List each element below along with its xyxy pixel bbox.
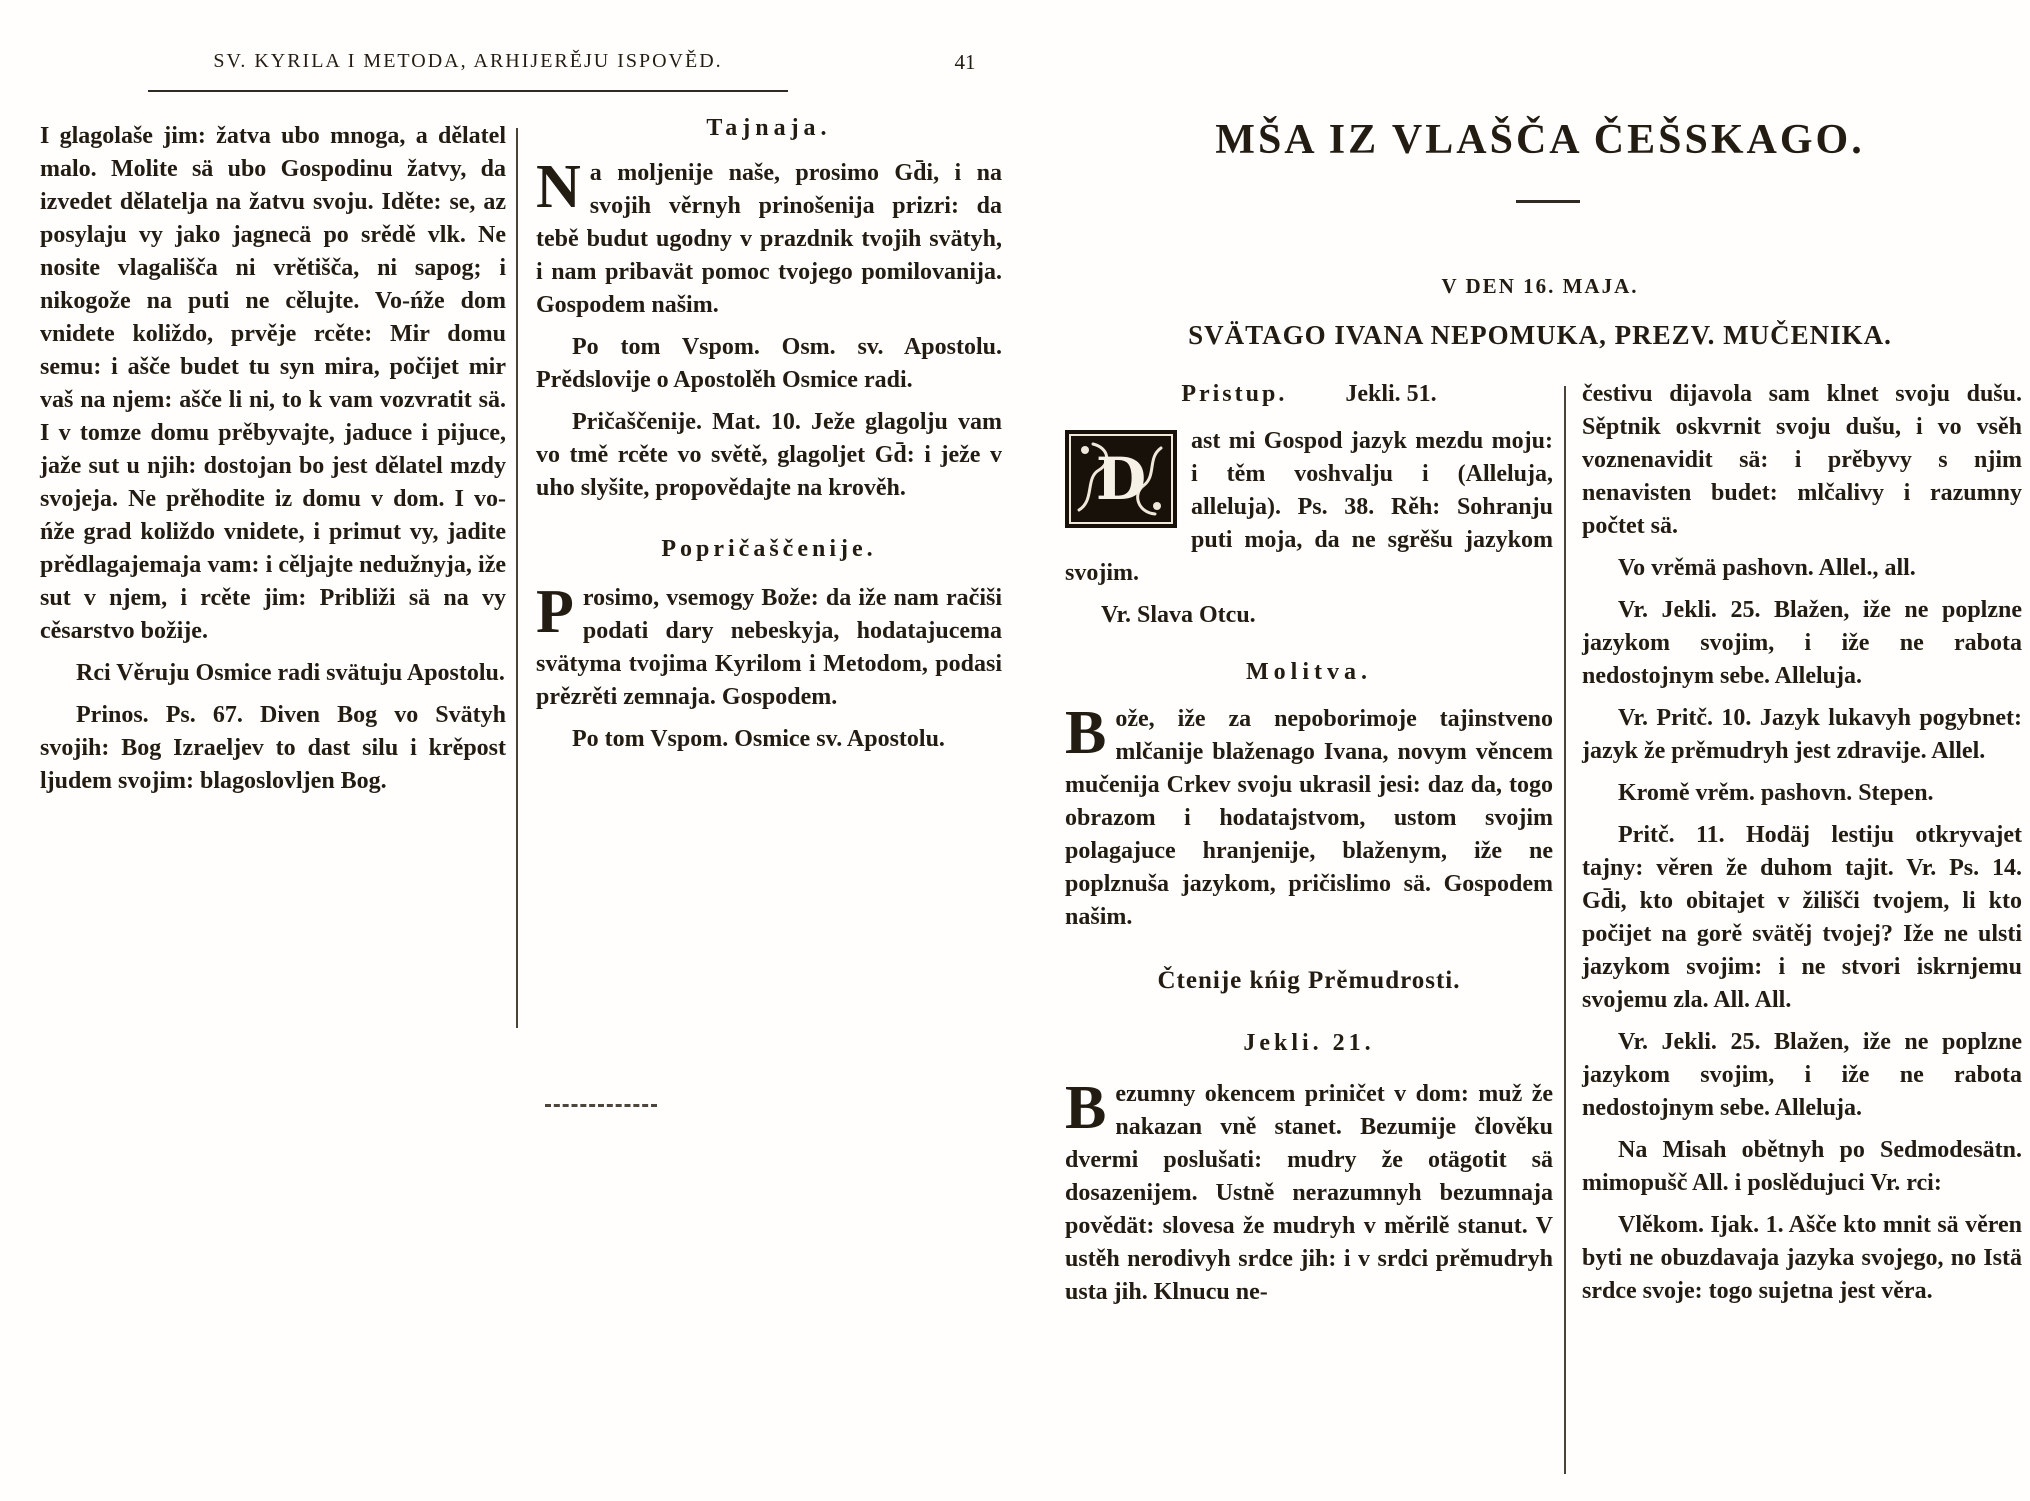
drop-cap-p: P: [536, 578, 574, 646]
feast-subtitle: SVÄTAGO IVANA NEPOMUKA, PREZV. MUČENIKA.: [1188, 320, 1892, 350]
ornament-dot-bottom: [1153, 502, 1161, 510]
left-page-column-2: [536, 112, 1002, 756]
paragraph-pricascenije: Pričaščenije. Mat. 10. Ježe glagolju vam vo tmě rcěte vo světě, glagoljet Gd̄: i ježe v uho slyšite, propovědajte na krověh.: [536, 409, 1002, 501]
right-page-column-divider: [1564, 386, 1566, 1474]
page-number: 41: [954, 50, 976, 74]
paragraph-text: rosimo, vsemogy Bože: da iže nam račiši podati dary nebeskyja, hodatajucema svätyma tvojima Kyrilom i Metodom, podasi prězrěti zemnaja. Gospodem.: [536, 585, 1002, 710]
paragraph-text: ože, iže za nepoborimoje tajinstveno mlčanije blaženago Ivana, novym věncem mučenija Crkev svoju ukrasil jesi: daz da, togo obrazom i hodatajstvom, ustom svojim polagajuce hranjenije, blaženym, iže ne poplznuša jazykom, pričislimo sä. Gospodem našim.: [1065, 706, 1553, 930]
drop-cap-d: D: [1095, 445, 1147, 513]
drop-cap-b: B: [1065, 1074, 1107, 1142]
heading-ctenije: Čtenije kńig Prěmudrosti.: [1157, 967, 1461, 994]
paragraph-prinos: Prinos. Ps. 67. Diven Bog vo Svätyh svojih: Bog Izraeljev to dast silu i krěpost ljudem svojim: blagoslovljen Bog.: [40, 702, 506, 794]
pristup-heading-line: [1065, 378, 1553, 411]
heading-pristup-reference: Jekli. 51.: [1345, 381, 1437, 407]
left-page-column-1: [40, 120, 506, 798]
paragraph-jekli-reading: [1065, 1074, 1553, 1309]
heading-tajnaja: Tajnaja.: [706, 115, 832, 141]
paragraph-rubric-stepen: Kromě vrěm. pashovn. Stepen.: [1618, 780, 1934, 806]
paragraph-text: ast mi Gospod jazyk mezdu moju: i těm voshvalju i (Alleluja, alleluja). Ps. 38. Rěh: Sohranju puti moja, da ne sgrěšu jazykom svojim.: [1065, 428, 1553, 586]
right-page-column-1: [1065, 378, 1553, 1309]
right-page-column-2: [1582, 378, 2022, 1308]
heading-molitva: Molitva.: [1246, 659, 1372, 685]
paragraph-rubric-pashovn: Vo vrěmä pashovn. Allel., all.: [1618, 555, 1916, 581]
drop-cap-n: N: [536, 153, 581, 221]
heading-jekli-21: Jekli. 21.: [1243, 1030, 1375, 1056]
paragraph-po-tom-vspom: Po tom Vspom. Osm. sv. Apostolu. Prědslovije o Apostolěh Osmice radi.: [536, 334, 1002, 393]
section-end-divider: [545, 1104, 657, 1107]
ornament-dot-top: [1081, 446, 1089, 454]
paragraph-versicle-jekli-25: Vr. Jekli. 25. Blažen, iže ne poplzne jazykom svojim, i iže ne rabota nedostojnym sebe. Alleluja.: [1582, 597, 2022, 689]
paragraph-text: a moljenije naše, prosimo Gd̄i, i na svojih věrnyh prinošenija prizri: da tebě budut ugodny v prazdnik tvojih svätyh, i nam pribavät pomoc tvojego pomilovanija. Gospodem našim.: [536, 160, 1002, 318]
paragraph-versicle-jekli-25-repeat: Vr. Jekli. 25. Blažen, iže ne poplzne jazykom svojim, i iže ne rabota nedostojnym sebe. Alleluja.: [1582, 1029, 2022, 1121]
paragraph-gospel-continuation: I glagolaše jim: žatva ubo mnoga, a dělatel malo. Molite sä ubo Gospodinu žatvy, da izvedet dělatelja na žatvu svoju. Iděte: se, az posylaju vy jako jagnecä po srědě vlk. Ne nosite vlagališča ni vrětišča, ni sapog; i nikogože na puti ne cělujte. Vo-ńže dom vnidete koliždo, prvěje rcěte: Mir domu semu: i ašče budet tu syn mira, počijet mir vaš na njem: ašče li ni, to k vam vozvratit sä. I v tomze domu prěbyvajte, jaduce i pijuce, jaže sut u njih: dostojan bo jest dělatel mzdy svojeja. Ne prěhodite iz domu v dom. I vo-ńže grad koliždo vnidete, i primut vy, jadite prědlagajemaja vam: i cěljajte nedužnyja, iže sut v njem, i rcěte jim: Približi sä na vy cěsarstvo božije.: [40, 123, 506, 644]
paragraph-po-tom-vspom-2: Po tom Vspom. Osmice sv. Apostolu.: [572, 726, 945, 752]
feast-date-line: V DEN 16. MAJA.: [1441, 274, 1639, 298]
paragraph-rubric-misah: Na Misah obětnyh po Sedmodesätn. mimopušč All. i poslědujuci Vr. rci:: [1582, 1137, 2022, 1196]
paragraph-versicle-pritc-10: Vr. Pritč. 10. Jazyk lukavyh pogybnet: jazyk že prěmudryh jest zdravije. Allel.: [1582, 705, 2022, 764]
paragraph-text: ezumny okencem priničet v dom: muž že nakazan vně stanet. Bezumije člověku dvermi poslušati: mudry že otägotit sä dosazenijem. Ustně nerazumnyh bezumnaja povědät: slovesa že mudryh v měrilě stanut. V ustěh nerodivyh srdce jih: i v srdci prěmudryh usta jih. Klnucu ne-: [1065, 1081, 1553, 1305]
paragraph-tajnaja: [536, 153, 1002, 322]
header-rule: [148, 90, 788, 92]
left-page-column-divider: [516, 128, 518, 1028]
heading-pristup: Pristup.: [1181, 381, 1288, 407]
paragraph-reading-continuation: čestivu dijavola sam klnet svoju dušu. Sěptnik oskvrnit svoju dušu, i vo vsěh voznenavidit sä: i prěbyvy s njim nenavisten budet: mlčalivy i razumny počtet sä.: [1582, 381, 2022, 539]
paragraph-pristup: [1065, 425, 1553, 590]
heading-popricascenije: Popričaščenije.: [661, 536, 877, 562]
paragraph-pritc-11: Pritč. 11. Hodäj lestiju otkryvajet tajny: věren že duhom tajit. Vr. Ps. 14. Gd̄i, kto obitajet v žilišči tvojem, li kto počijet na gorě svätěj tvojej? Iže ne ulsti jazykom svojim: i ne stvori iskrnjemu svojemu zla. All. All.: [1582, 822, 2022, 1013]
paragraph-molitva: [1065, 699, 1553, 934]
versicle-slava-otcu: Vr. Slava Otcu.: [1101, 602, 1256, 628]
paragraph-popricascenije: [536, 578, 1002, 714]
paragraph-vlekom-ijak: Vlěkom. Ijak. 1. Ašče kto mnit sä věren byti ne obuzdavaja jazyka svojego, no Istä srdce svoje: togo sujetna jest věra.: [1582, 1212, 2022, 1304]
page-title: MŠA IZ VLAŠČA ČEŠSKAGO.: [1215, 117, 1865, 163]
running-header: SV. KYRILA I METODA, ARHIJERĚJU ISPOVĚD.: [213, 50, 723, 72]
drop-cap-b: B: [1065, 699, 1107, 767]
title-ornament-rule: [1516, 200, 1580, 203]
paragraph-rubric-veruju: Rci Věruju Osmice radi svätuju Apostolu.: [76, 660, 505, 686]
decorative-initial-frame: [1065, 430, 1177, 528]
